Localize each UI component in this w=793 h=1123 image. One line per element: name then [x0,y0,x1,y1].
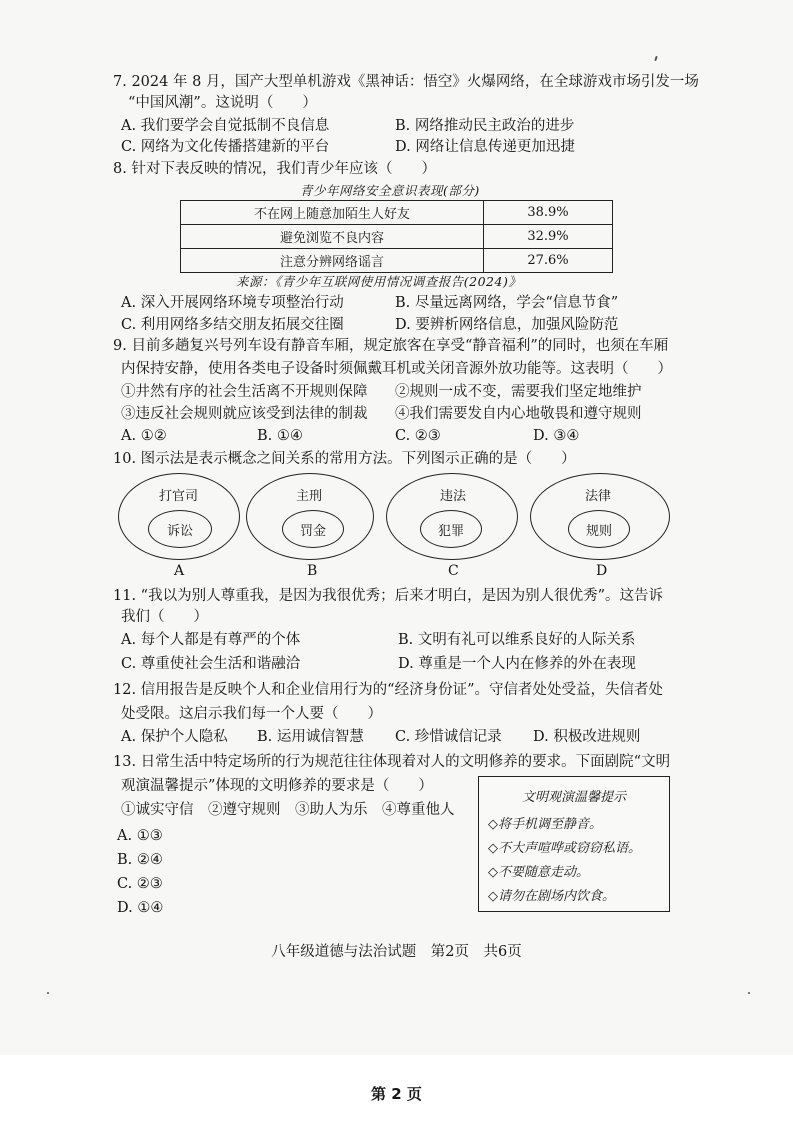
diagram-a-inner-ellipse [148,510,212,548]
diagram-c-inner-ellipse [420,510,482,548]
q10-stem: 10. 图示法是表示概念之间关系的常用方法。下列图示正确的是（ ） [113,451,576,467]
q11-option-a: A. 每个人都是有尊严的个体 [121,632,301,648]
q8-stem: 8. 针对下表反映的情况，我们青少年应该（ ） [113,161,436,177]
q8-survey-table [180,200,613,273]
q7-option-a: A. 我们要学会自觉抵制不良信息 [121,118,330,134]
table-cell-label: 注意分辨网络谣言 [181,249,484,273]
q7-option-c: C. 网络为文化传播搭建新的平台 [121,139,330,155]
diagram-a-outer-label: 打官司 [159,489,199,504]
q9-stem-line2: 内保持安静，使用各类电子设备时须佩戴耳机或关闭音源外放功能等。这表明（ ） [121,361,672,377]
q7-option-d: D. 网络让信息传递更加迅捷 [395,139,575,155]
q12-stem-line1: 12. 信用报告是反映个人和企业信用行为的“经济身份证”。守信者处处受益，失信者处 [113,682,663,698]
diagram-b-inner-ellipse [282,510,344,548]
table-cell-label: 不在网上随意加陌生人好友 [181,201,484,225]
q12-stem-line2: 处受限。这启示我们每一个人要（ ） [121,706,382,722]
diagram-c-label: C [448,563,459,579]
table-cell-label: 避免浏览不良内容 [181,225,484,249]
diagram-d-inner-label: 规则 [585,523,612,539]
q8-option-d: D. 要辨析网络信息，加强风险防范 [395,317,619,333]
q11-option-b: B. 文明有礼可以维系良好的人际关系 [398,632,636,648]
table-row [181,249,613,273]
q13-option-c: C. ②③ [117,876,163,892]
q8-table-title: 青少年网络安全意识表现(部分) [300,183,480,198]
notice-item: ◇不大声喧哗或窃窃私语。 [488,841,641,856]
notice-item: ◇将手机调至静音。 [488,817,602,832]
page-number: 第 2 页 [371,1085,422,1103]
q8-table-source: 来源：《青少年互联网使用情况调查报告(2024)》 [236,274,522,289]
q8-option-c: C. 利用网络多结交朋友拓展交往圈 [121,317,344,333]
diagram-b-outer-label: 主刑 [296,489,323,504]
notice-item: ◇不要随意走动。 [488,865,589,880]
q12-option-c: C. 珍惜诚信记录 [395,729,502,745]
q8-option-a: A. 深入开展网络环境专项整治行动 [121,295,344,311]
q8-option-b: B. 尽量远离网络，学会“信息节食” [395,295,619,311]
notice-title: 文明观演温馨提示 [521,790,626,805]
q13-stem-line2: 观演温馨提示”体现的文明修养的要求是（ ） [121,778,433,794]
q13-option-d: D. ①④ [117,900,164,916]
table-row [181,201,613,225]
q11-option-c: C. 尊重使社会生活和谐融洽 [121,656,301,672]
diagram-b-label: B [307,563,318,579]
scan-speck [654,56,658,61]
q13-option-b: B. ②④ [117,852,163,868]
scan-speck [748,992,750,994]
q9-option-a: A. ①② [121,428,167,444]
q13-items: ①诚实守信 ②遵守规则 ③助人为乐 ④尊重他人 [121,802,455,818]
diagram-c-inner-label: 犯罪 [437,523,464,539]
q9-item-1: ①井然有序的社会生活离不开规则保障 [121,384,368,400]
q9-option-c: C. ②③ [395,428,441,444]
table-row [181,225,613,249]
q9-stem-line1: 9. 目前多趟复兴号列车设有静音车厢，规定旅客在享受“静音福利”的同时，也须在车厢 [113,338,669,354]
theater-notice-box [478,776,670,912]
q11-option-d: D. 尊重是一个人内在修养的外在表现 [398,656,636,672]
table-cell-value: 32.9% [484,225,613,249]
q9-option-b: B. ①④ [257,428,303,444]
table-cell-value: 38.9% [484,201,613,225]
q13-option-a: A. ①③ [117,828,163,844]
diagram-b-inner-label: 罚金 [299,523,326,539]
q9-option-d: D. ③④ [533,428,580,444]
q11-stem-line1: 11. “我以为别人尊重我，是因为我很优秀；后来才明白，是因为别人很优秀”。这告诉 [113,588,663,604]
q9-item-2: ②规则一成不变，需要我们坚定地维护 [395,384,642,400]
q12-option-a: A. 保护个人隐私 [121,729,228,745]
scan-speck [47,992,49,994]
q7-option-b: B. 网络推动民主政治的进步 [395,118,575,134]
diagram-c-outer-label: 违法 [440,489,467,504]
diagram-d-inner-ellipse [568,510,630,548]
page-footer: 八年级道德与法治试题 第2页 共6页 [271,944,522,960]
q9-item-4: ④我们需要发自内心地敬畏和遵守规则 [395,406,642,422]
q12-option-d: D. 积极改进规则 [533,729,641,745]
q13-stem-line1: 13. 日常生活中特定场所的行为规范往往体现着对人的文明修养的要求。下面剧院“文明 [113,754,671,770]
table-cell-value: 27.6% [484,249,613,273]
q12-option-b: B. 运用诚信智慧 [257,729,364,745]
diagram-d-label: D [596,563,608,579]
diagram-d-outer-label: 法律 [585,489,612,504]
notice-item: ◇请勿在剧场内饮食。 [488,889,615,904]
diagram-a-inner-label: 诉讼 [166,523,193,539]
q7-stem-line2: “中国风潮”。这说明（ ） [128,95,317,111]
q11-stem-line2: 我们（ ） [121,609,208,625]
diagram-a-label: A [174,563,185,579]
q9-item-3: ③违反社会规则就应该受到法律的制裁 [121,406,368,422]
q7-stem-line1: 7. 2024 年 8 月，国产大型单机游戏《黑神话：悟空》火爆网络，在全球游戏市场引发一场 [113,74,699,90]
